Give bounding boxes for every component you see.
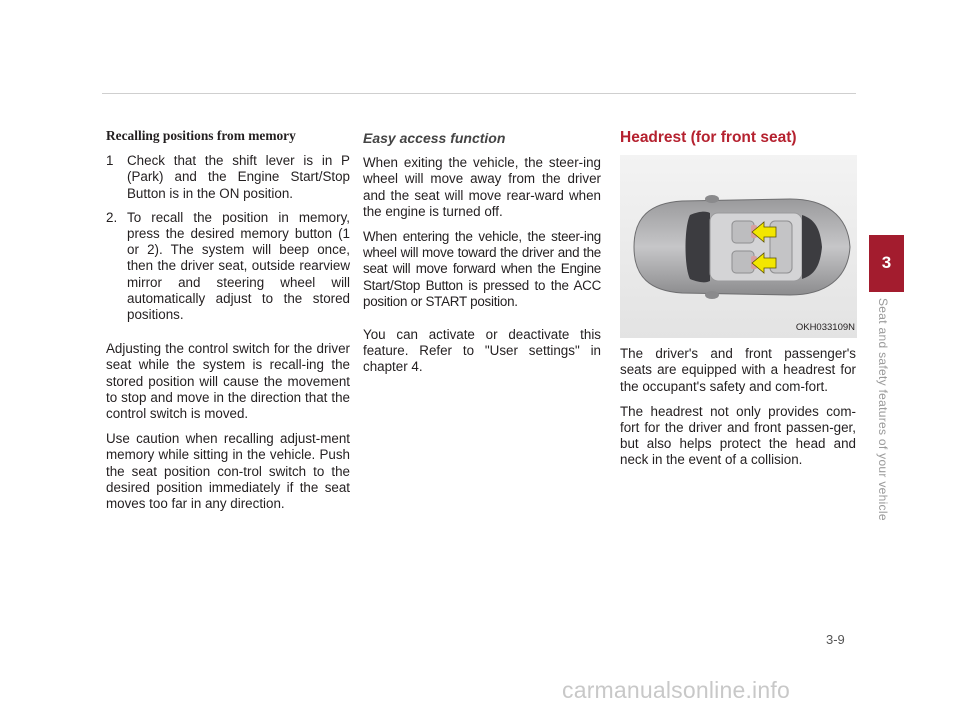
step-text: To recall the position in memory, press the desired memory button (1 or 2). The system will beep once, then the driver seat, outside rearview mirror and steering wheel will automatically adjust to the stored positions. bbox=[127, 209, 350, 323]
figure-code: OKH033109N bbox=[795, 322, 855, 333]
chapter-number: 3 bbox=[881, 253, 892, 272]
paragraph: Use caution when recalling adjust-ment memory while sitting in the vehicle. Push the seat position con-trol switch to the desired position immediately if the seat moves too far in any direction. bbox=[106, 431, 350, 512]
paragraph: When exiting the vehicle, the steer-ing wheel will move away from the driver and the seat will move rear-ward when the engine is turned off. bbox=[363, 155, 601, 219]
step-item bbox=[106, 210, 350, 323]
headrest-section-title: Headrest (for front seat) bbox=[620, 129, 797, 146]
car-top-view-figure bbox=[620, 155, 857, 338]
watermark: carmanualsonline.info bbox=[562, 677, 790, 703]
step-text: Check that the shift lever is in P (Park) and the Engine Start/Stop Button is in the ON position. bbox=[127, 153, 350, 201]
chapter-side-label bbox=[876, 298, 896, 548]
paragraph: You can activate or deactivate this feature. Refer to "User settings" in chapter 4. bbox=[363, 327, 601, 375]
middle-column bbox=[363, 130, 601, 385]
paragraph: The driver's and front passenger's seats are equipped with a headrest for the occupant's safety and com-fort. bbox=[620, 346, 856, 394]
page-number: 3-9 bbox=[826, 632, 845, 647]
step-number: 2. bbox=[106, 209, 118, 225]
step-number: 1 bbox=[106, 153, 114, 169]
car-illustration bbox=[620, 155, 857, 338]
recall-steps bbox=[106, 153, 350, 323]
car-top-view-image bbox=[620, 155, 857, 338]
paragraph: The headrest not only provides com-fort for the driver and front passen-ger, but also helps protect the head and neck in the event of a collision. bbox=[620, 403, 856, 468]
chapter-label: Seat and safety features of your vehicle bbox=[876, 298, 890, 521]
paragraph: Adjusting the control switch for the driver seat while the system is recall-ing the stored position will cause the movement to stop and move in the direction that the control switch is moved. bbox=[106, 341, 350, 422]
step-item bbox=[106, 153, 350, 202]
chapter-tab bbox=[869, 235, 904, 292]
left-column bbox=[106, 128, 350, 521]
top-rule bbox=[102, 93, 856, 94]
paragraph: When entering the vehicle, the steer-ing wheel will move toward the driver and the seat will move forward when the Engine Start/Stop Button is pressed to the ACC position or START position. bbox=[363, 229, 601, 309]
right-column bbox=[620, 130, 856, 478]
recall-memory-heading: Recalling positions from memory bbox=[106, 128, 296, 143]
easy-access-heading: Easy access function bbox=[363, 130, 506, 146]
